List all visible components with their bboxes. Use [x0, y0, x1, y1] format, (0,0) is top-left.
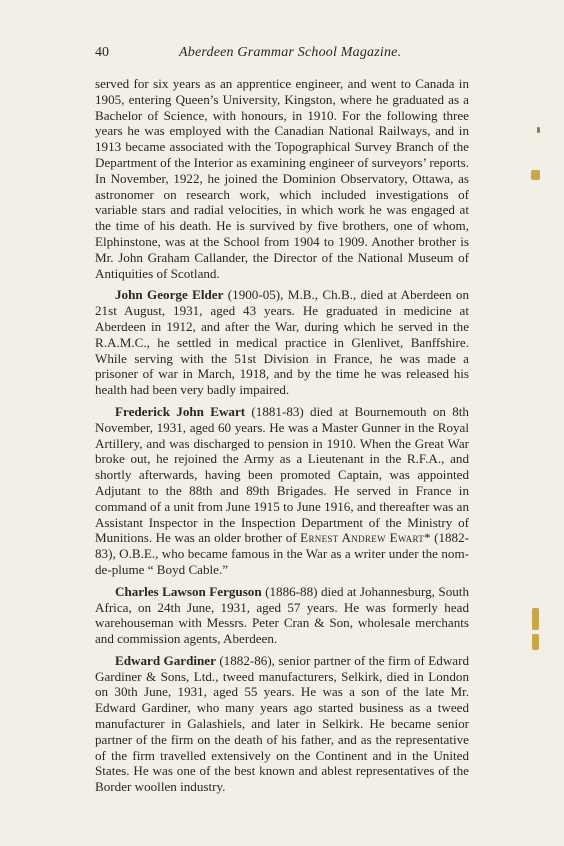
person-name: John George Elder [115, 287, 224, 303]
margin-mark [532, 608, 539, 630]
person-name: Charles Lawson Ferguson [115, 583, 262, 599]
paragraph-text: (1886-88) died at Johannesburg, South Africa, on 24th June, 1931, aged 57 years. He was formerly head warehouseman with Messrs. Peter Cran & Son, wholesale merchants and commission agents, Aberdeen. [95, 583, 469, 647]
paragraph-continuation [95, 76, 469, 281]
margin-mark [537, 127, 540, 133]
paragraph-text: (1882-86), senior partner of the firm of Edward Gardiner & Sons, Ltd., tweed manufacturers, Selkirk, died in London on 30th June, 1931, aged 55 years. He was a son of the late Mr. Edward Gardiner, who many years ago started business as a tweed manufacturer in Galashiels, and later in Selkirk. He became senior partner of the firm on the death of his father, and as the representative of the firm travelled extensively on the Continent and in the United States. He was one of the best known and ablest representatives of the Border woollen industry. [95, 652, 469, 795]
margin-mark [532, 634, 539, 650]
person-name: Frederick John Ewart [115, 403, 246, 419]
page-number: 40 [95, 45, 109, 60]
obituary-ferguson [95, 584, 469, 647]
running-title: Aberdeen Grammar School Magazine. [179, 45, 402, 60]
obituary-elder [95, 287, 469, 398]
paragraph-text: (1900-05), M.B., Ch.B., died at Aberdeen on 21st August, 1931, aged 43 years. He graduated in medicine at Aberdeen in 1912, and after the War, during which he served in the R.A.M.C., he settled in medical practice in Glenlivet, Banffshire. While serving with the 51st Division in France, he was made a prisoner of war in March, 1918, and by the time he was released his health had been very badly impaired. [95, 287, 469, 398]
paragraph-text: * (1882-83), O.B.E., who became famous in the War as a writer under the nom-de-plume “ Boyd Cable.” [95, 530, 469, 577]
margin-mark [531, 170, 540, 180]
cross-reference-name: Ernest Andrew Ewart [300, 530, 425, 546]
paragraph-text: served for six years as an apprentice engineer, and went to Canada in 1905, entering Queen’s University, Kingston, where he graduated as a Bachelor of Science, with honours, in 1910. For the following three years he was employed with the Canadian National Railways, and in 1913 became associated with the Topographical Survey Branch of the Department of the Interior as examining engineer of surveyors’ reports. In November, 1922, he joined the Dominion Observatory, Ottawa, as astronomer on research work, which included investigations of variable stars and radial velocities, in which work he was engaged at the time of his death. He is survived by five brothers, one of whom, Elphinstone, was at the School from 1904 to 1909. Another brother is Mr. John Graham Callander, the Director of the National Museum of Antiquities of Scotland. [95, 76, 469, 281]
paragraph-text: (1881-83) died at Bournemouth on 8th November, 1931, aged 60 years. He was a Master Gunner in the Royal Artillery, and was discharged to pension in 1910. When the Great War broke out, he rejoined the Army as a Lieutenant in the R.F.A., and shortly afterwards, having been promoted Captain, was appointed Adjutant to the 88th and 89th Brigades. He served in France in command of a unit from June 1915 to June 1916, and thereafter was an Assistant Inspector in the Inspection Department of the Ministry of Munitions. He was an older brother of [95, 403, 469, 546]
person-name: Edward Gardiner [115, 652, 216, 668]
obituary-gardiner [95, 653, 469, 795]
obituary-ewart [95, 404, 469, 578]
body-text [95, 76, 469, 801]
